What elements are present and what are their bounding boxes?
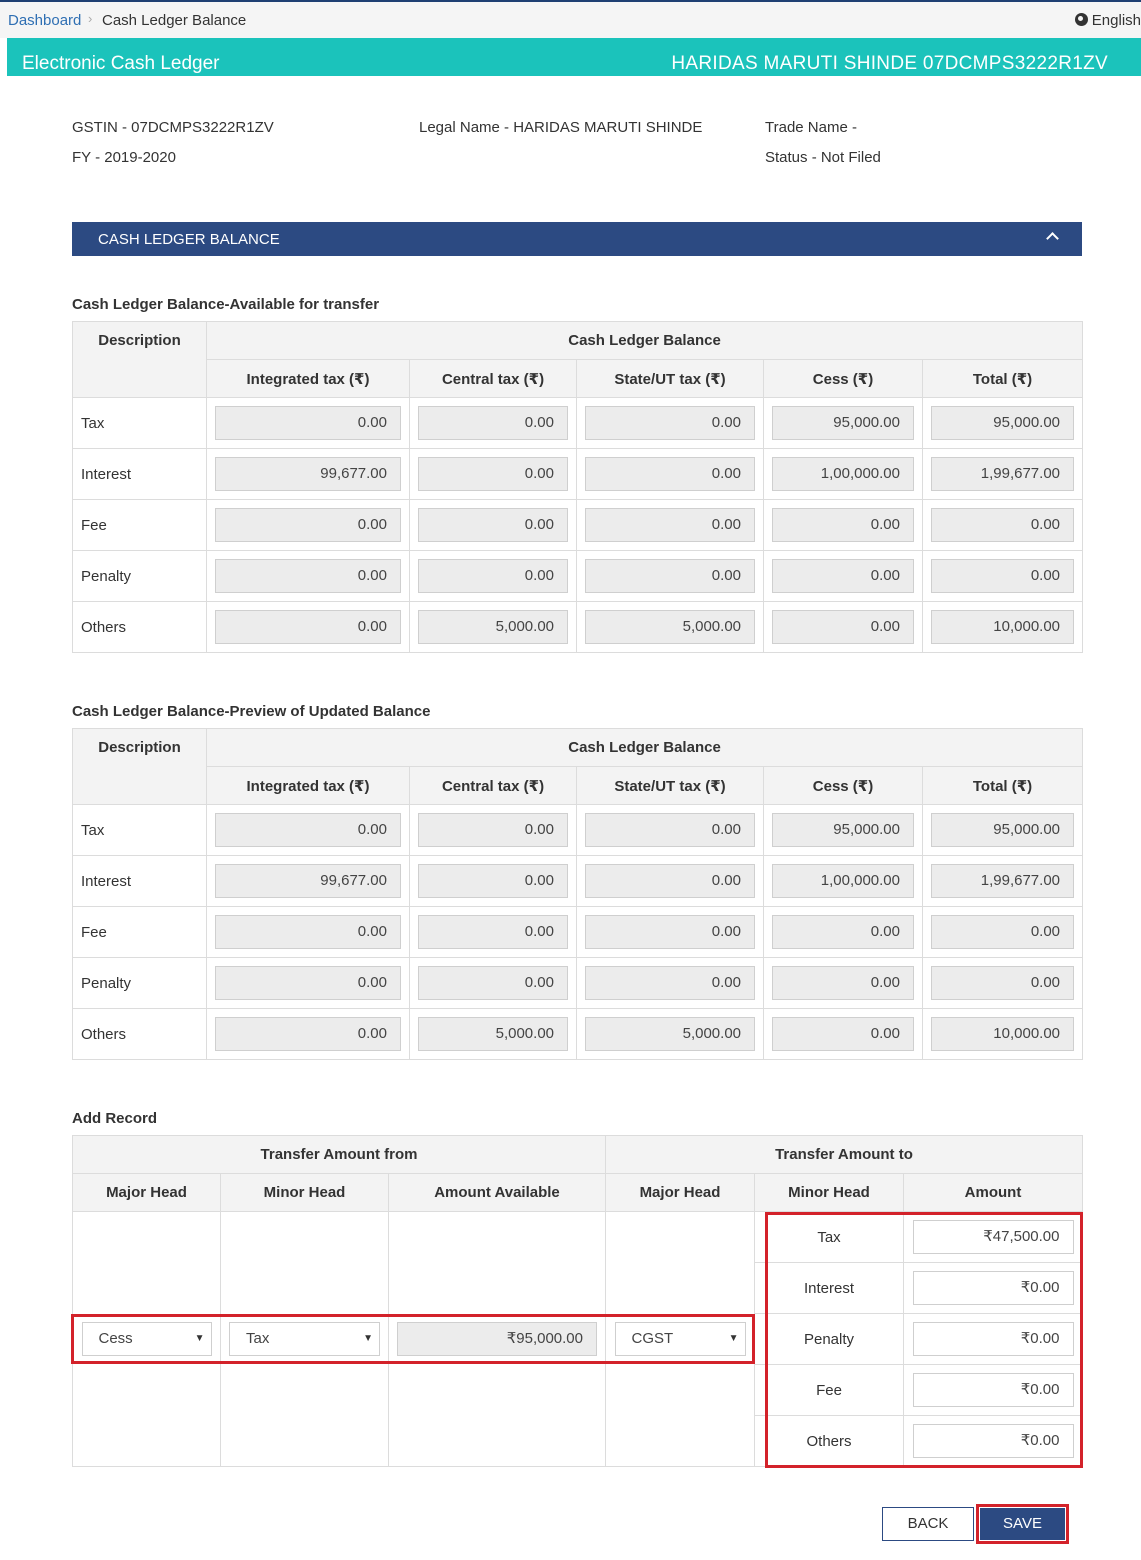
total-readonly-field: 95,000.00 (931, 406, 1074, 440)
row-label: Fee (73, 500, 207, 551)
col-group-cash-ledger-balance: Cash Ledger Balance (207, 729, 1083, 767)
col-state-ut-tax: State/UT tax (₹) (577, 767, 764, 805)
table-row (73, 449, 1083, 500)
col-description: Description (73, 322, 207, 398)
col-integrated-tax: Integrated tax (₹) (207, 767, 410, 805)
col-description: Description (73, 729, 207, 805)
igst-readonly-field: 0.00 (215, 813, 401, 847)
cess-readonly-field: 0.00 (772, 559, 914, 593)
amount-input-penalty[interactable]: ₹0.00 (913, 1322, 1074, 1356)
total-readonly-field: 95,000.00 (931, 813, 1074, 847)
cess-readonly-field: 95,000.00 (772, 406, 914, 440)
table-row (73, 500, 1083, 551)
breadcrumb-separator: › (88, 11, 93, 26)
igst-readonly-field: 0.00 (215, 610, 401, 644)
cgst-readonly-field: 0.00 (418, 406, 568, 440)
total-readonly-field: 10,000.00 (931, 610, 1074, 644)
row-label: Interest (73, 856, 207, 907)
chevron-up-icon[interactable] (1046, 232, 1059, 245)
user-name-gstin: HARIDAS MARUTI SHINDE 07DCMPS3222R1ZV (671, 53, 1108, 74)
chevron-down-icon: ▼ (728, 1333, 739, 1344)
amount-input-fee[interactable]: ₹0.00 (913, 1373, 1074, 1407)
row-label: Tax (73, 398, 207, 449)
col-integrated-tax: Integrated tax (₹) (207, 360, 410, 398)
col-central-tax: Central tax (₹) (410, 767, 577, 805)
total-readonly-field: 0.00 (931, 966, 1074, 1000)
cgst-readonly-field: 0.00 (418, 559, 568, 593)
from-minor-head-select[interactable] (229, 1322, 380, 1356)
table-row (73, 805, 1083, 856)
total-readonly-field: 0.00 (931, 508, 1074, 542)
amount-input-tax[interactable]: ₹47,500.00 (913, 1220, 1074, 1254)
table-row (73, 398, 1083, 449)
col-amount: Amount (904, 1174, 1083, 1212)
row-label: Penalty (73, 958, 207, 1009)
legal-name-label: Legal Name - HARIDAS MARUTI SHINDE (419, 119, 703, 136)
sgst-readonly-field: 0.00 (585, 457, 755, 491)
row-label: Interest (73, 449, 207, 500)
sgst-readonly-field: 0.00 (585, 966, 755, 1000)
total-readonly-field: 0.00 (931, 559, 1074, 593)
row-label: Fee (73, 907, 207, 958)
sgst-readonly-field: 0.00 (585, 406, 755, 440)
to-minor-head-label: Fee (755, 1365, 904, 1416)
table-row (73, 958, 1083, 1009)
transfer-to-header: Transfer Amount to (606, 1136, 1083, 1174)
transfer-row-tax (73, 1212, 1083, 1263)
from-major-head-value: Cess (98, 1330, 133, 1347)
breadcrumb (0, 2, 1141, 38)
col-from-major-head: Major Head (73, 1174, 221, 1212)
igst-readonly-field: 0.00 (215, 1017, 401, 1051)
sgst-readonly-field: 0.00 (585, 508, 755, 542)
cess-readonly-field: 0.00 (772, 915, 914, 949)
globe-icon (1075, 13, 1088, 26)
igst-readonly-field: 0.00 (215, 508, 401, 542)
col-to-minor-head: Minor Head (755, 1174, 904, 1212)
col-group-cash-ledger-balance: Cash Ledger Balance (207, 322, 1083, 360)
col-cess: Cess (₹) (764, 360, 923, 398)
to-minor-head-label: Interest (755, 1263, 904, 1314)
igst-readonly-field: 99,677.00 (215, 864, 401, 898)
cess-readonly-field: 95,000.00 (772, 813, 914, 847)
back-button[interactable]: BACK (882, 1507, 974, 1541)
cess-readonly-field: 1,00,000.00 (772, 457, 914, 491)
sgst-readonly-field: 0.00 (585, 864, 755, 898)
igst-readonly-field: 0.00 (215, 559, 401, 593)
table-row (73, 856, 1083, 907)
add-record-title: Add Record (72, 1110, 158, 1127)
cess-readonly-field: 0.00 (772, 966, 914, 1000)
preview-table-title: Cash Ledger Balance-Preview of Updated Balance (72, 703, 431, 720)
cess-readonly-field: 0.00 (772, 1017, 914, 1051)
col-amount-available: Amount Available (389, 1174, 606, 1212)
amount-input-interest[interactable]: ₹0.00 (913, 1271, 1074, 1305)
add-record-table (72, 1135, 1083, 1467)
gstin-label: GSTIN - 07DCMPS3222R1ZV (72, 119, 274, 136)
fy-label: FY - 2019-2020 (72, 149, 176, 166)
status-label: Status - Not Filed (765, 149, 881, 166)
breadcrumb-dashboard-link[interactable]: Dashboard (8, 12, 82, 29)
cgst-readonly-field: 5,000.00 (418, 1017, 568, 1051)
col-total: Total (₹) (923, 360, 1083, 398)
col-state-ut-tax: State/UT tax (₹) (577, 360, 764, 398)
cash-ledger-balance-section-header[interactable] (72, 222, 1082, 256)
sgst-readonly-field: 0.00 (585, 813, 755, 847)
transfer-from-header: Transfer Amount from (73, 1136, 606, 1174)
breadcrumb-current: Cash Ledger Balance (102, 12, 247, 29)
to-major-head-value: CGST (631, 1330, 674, 1347)
trade-name-label: Trade Name - (765, 119, 857, 136)
available-balance-table (72, 321, 1083, 653)
table-row (73, 1009, 1083, 1060)
col-total: Total (₹) (923, 767, 1083, 805)
from-minor-head-value: Tax (246, 1330, 270, 1347)
cgst-readonly-field: 0.00 (418, 864, 568, 898)
row-label: Tax (73, 805, 207, 856)
sgst-readonly-field: 0.00 (585, 559, 755, 593)
available-table-title: Cash Ledger Balance-Available for transfer (72, 296, 380, 313)
col-to-major-head: Major Head (606, 1174, 755, 1212)
cgst-readonly-field: 0.00 (418, 457, 568, 491)
total-readonly-field: 0.00 (931, 915, 1074, 949)
table-row (73, 907, 1083, 958)
chevron-down-icon: ▼ (194, 1333, 205, 1344)
to-minor-head-label: Penalty (755, 1314, 904, 1365)
save-button-highlight (976, 1504, 1069, 1544)
sgst-readonly-field: 5,000.00 (585, 1017, 755, 1051)
total-readonly-field: 10,000.00 (931, 1017, 1074, 1051)
col-from-minor-head: Minor Head (221, 1174, 389, 1212)
cess-readonly-field: 0.00 (772, 508, 914, 542)
from-major-head-select[interactable] (82, 1322, 212, 1356)
sgst-readonly-field: 5,000.00 (585, 610, 755, 644)
total-readonly-field: 1,99,677.00 (931, 457, 1074, 491)
cgst-readonly-field: 5,000.00 (418, 610, 568, 644)
save-button[interactable]: SAVE (980, 1508, 1065, 1540)
cess-readonly-field: 1,00,000.00 (772, 864, 914, 898)
total-readonly-field: 1,99,677.00 (931, 864, 1074, 898)
col-central-tax: Central tax (₹) (410, 360, 577, 398)
cess-readonly-field: 0.00 (772, 610, 914, 644)
row-label: Others (73, 1009, 207, 1060)
cgst-readonly-field: 0.00 (418, 966, 568, 1000)
col-cess: Cess (₹) (764, 767, 923, 805)
section-title: CASH LEDGER BALANCE (98, 231, 280, 248)
language-selector[interactable] (1075, 12, 1141, 29)
amount-available-field: ₹95,000.00 (397, 1322, 597, 1356)
to-minor-head-label: Others (755, 1416, 904, 1467)
cgst-readonly-field: 0.00 (418, 915, 568, 949)
chevron-down-icon: ▼ (363, 1333, 373, 1344)
cgst-readonly-field: 0.00 (418, 508, 568, 542)
preview-balance-table (72, 728, 1083, 1060)
igst-readonly-field: 0.00 (215, 915, 401, 949)
to-minor-head-label: Tax (755, 1212, 904, 1263)
igst-readonly-field: 0.00 (215, 406, 401, 440)
igst-readonly-field: 0.00 (215, 966, 401, 1000)
sgst-readonly-field: 0.00 (585, 915, 755, 949)
row-label: Others (73, 602, 207, 653)
table-row (73, 602, 1083, 653)
cgst-readonly-field: 0.00 (418, 813, 568, 847)
row-label: Penalty (73, 551, 207, 602)
language-label: English (1091, 12, 1141, 29)
amount-input-others[interactable]: ₹0.00 (913, 1424, 1074, 1458)
page-title: Electronic Cash Ledger (22, 53, 220, 74)
table-row (73, 551, 1083, 602)
to-major-head-select[interactable] (615, 1322, 746, 1356)
igst-readonly-field: 99,677.00 (215, 457, 401, 491)
page-header (7, 38, 1141, 76)
